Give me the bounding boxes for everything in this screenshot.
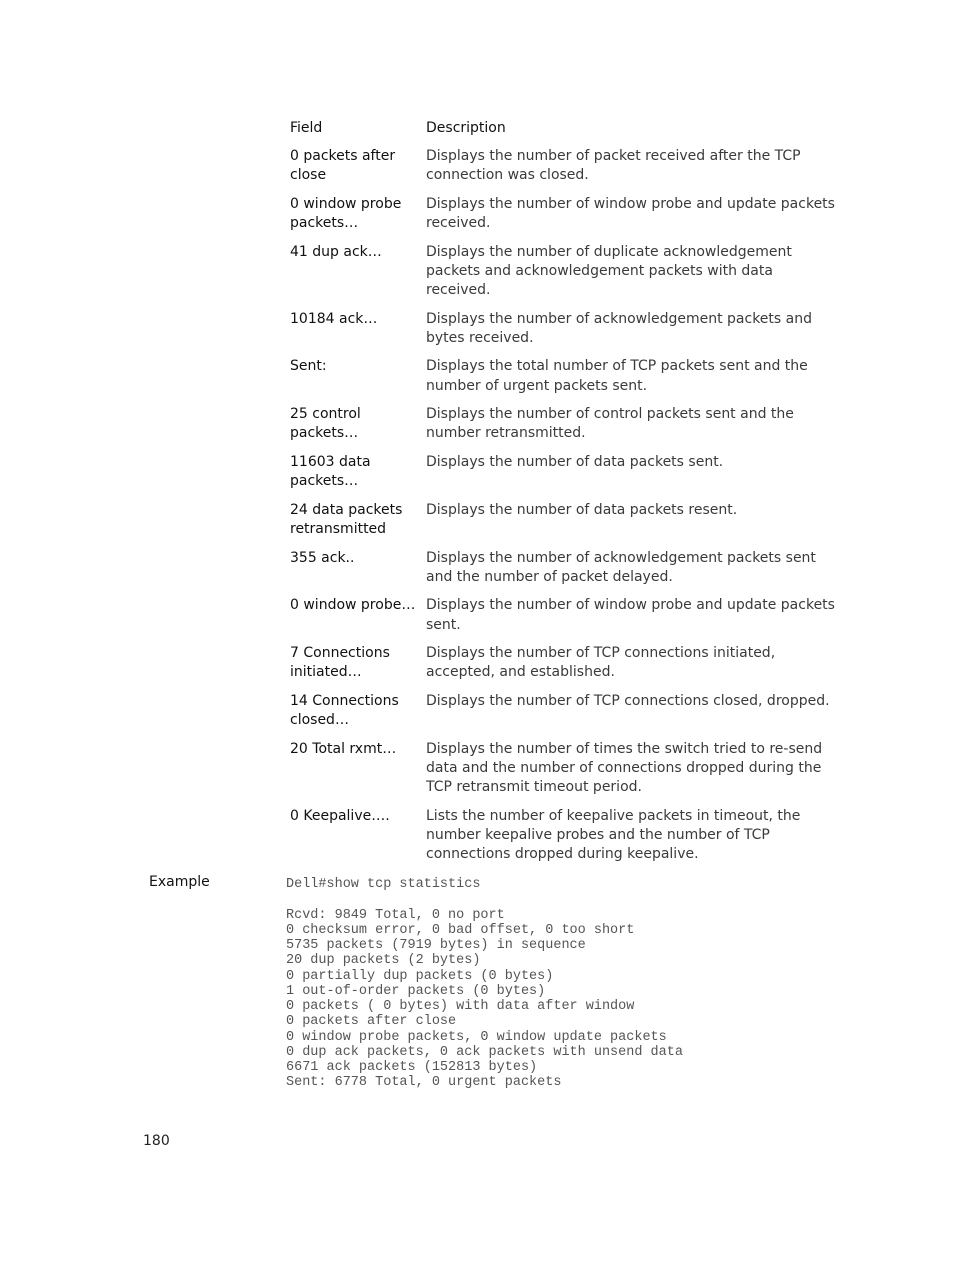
table-row bbox=[290, 405, 835, 453]
example-label: Example bbox=[149, 874, 210, 890]
table-row bbox=[290, 807, 835, 874]
table-row bbox=[290, 549, 835, 597]
description-cell: Displays the number of times the switch tried to re-send data and the number of connections dropped during the TCP retransmit timeout period. bbox=[426, 740, 823, 796]
field-cell: 20 Total rxmt… bbox=[290, 740, 397, 757]
table-header-row bbox=[290, 118, 835, 147]
description-cell: Displays the number of duplicate acknowledgement packets and acknowledgement packets with data received. bbox=[426, 243, 792, 298]
field-cell: 355 ack.. bbox=[290, 549, 355, 566]
field-cell: 11603 data packets… bbox=[290, 453, 371, 490]
description-cell: Displays the number of window probe and update packets received. bbox=[426, 195, 835, 231]
field-cell: 25 control packets… bbox=[290, 406, 361, 442]
table-row bbox=[290, 692, 835, 740]
description-cell: Displays the number of window probe and update packets sent. bbox=[426, 597, 835, 633]
table-row bbox=[290, 740, 835, 807]
description-cell: Displays the number of packet received after the TCP connection was closed. bbox=[426, 148, 801, 184]
table-body bbox=[290, 147, 835, 874]
table-row bbox=[290, 243, 835, 310]
table-row bbox=[290, 501, 835, 549]
field-cell: 0 window probe… bbox=[290, 597, 416, 614]
description-cell: Displays the number of TCP connections initiated, accepted, and established. bbox=[426, 645, 776, 681]
table-row bbox=[290, 453, 835, 501]
table-row bbox=[290, 310, 835, 358]
table-row bbox=[290, 357, 835, 405]
description-column-header: Description bbox=[426, 120, 506, 136]
field-cell: 24 data packets retransmitted bbox=[290, 501, 403, 537]
field-cell: 14 Connections closed… bbox=[290, 692, 399, 729]
field-cell: Sent: bbox=[290, 358, 327, 375]
field-cell: 0 packets after close bbox=[290, 148, 396, 184]
page-number: 180 bbox=[143, 1133, 170, 1149]
field-column-header: Field bbox=[290, 120, 323, 136]
field-cell: 7 Connections initiated… bbox=[290, 645, 390, 681]
description-cell: Displays the number of acknowledgement packets sent and the number of packet delayed. bbox=[426, 549, 816, 585]
description-cell: Displays the number of data packets sent. bbox=[426, 453, 724, 470]
table-row bbox=[290, 147, 835, 195]
description-cell: Displays the number of control packets sent and the number retransmitted. bbox=[426, 406, 794, 442]
description-cell: Displays the number of data packets resent. bbox=[426, 501, 738, 518]
description-cell: Displays the number of TCP connections closed, dropped. bbox=[426, 692, 830, 709]
field-description-table bbox=[290, 118, 835, 874]
description-cell: Displays the total number of TCP packets sent and the number of urgent packets sent. bbox=[426, 358, 808, 394]
table-row bbox=[290, 195, 835, 243]
field-cell: 10184 ack… bbox=[290, 310, 378, 327]
example-code-block: Dell#show tcp statistics Rcvd: 9849 Total, 0 no port 0 checksum error, 0 bad offset, 0 too short 5735 packets (7919 bytes) in sequence 20 dup packets (2 bytes) 0 partially dup packets (0 bytes) 1 out-of-order packets (0 bytes) 0 packets ( 0 bytes) with data after window 0 packets after close 0 window probe packets, 0 window update packets 0 dup ack packets, 0 ack packets with unsend data 6671 ack packets (152813 bytes) Sent: 6778 Total, 0 urgent packets bbox=[286, 877, 683, 1091]
description-cell: Displays the number of acknowledgement packets and bytes received. bbox=[426, 310, 812, 346]
description-cell: Lists the number of keepalive packets in timeout, the number keepalive probes and the number of TCP connections dropped during keepalive. bbox=[426, 807, 801, 863]
field-cell: 0 window probe packets… bbox=[290, 195, 402, 231]
table-row bbox=[290, 596, 835, 644]
field-cell: 41 dup ack… bbox=[290, 243, 382, 260]
field-cell: 0 Keepalive…. bbox=[290, 807, 390, 824]
table-row bbox=[290, 644, 835, 692]
